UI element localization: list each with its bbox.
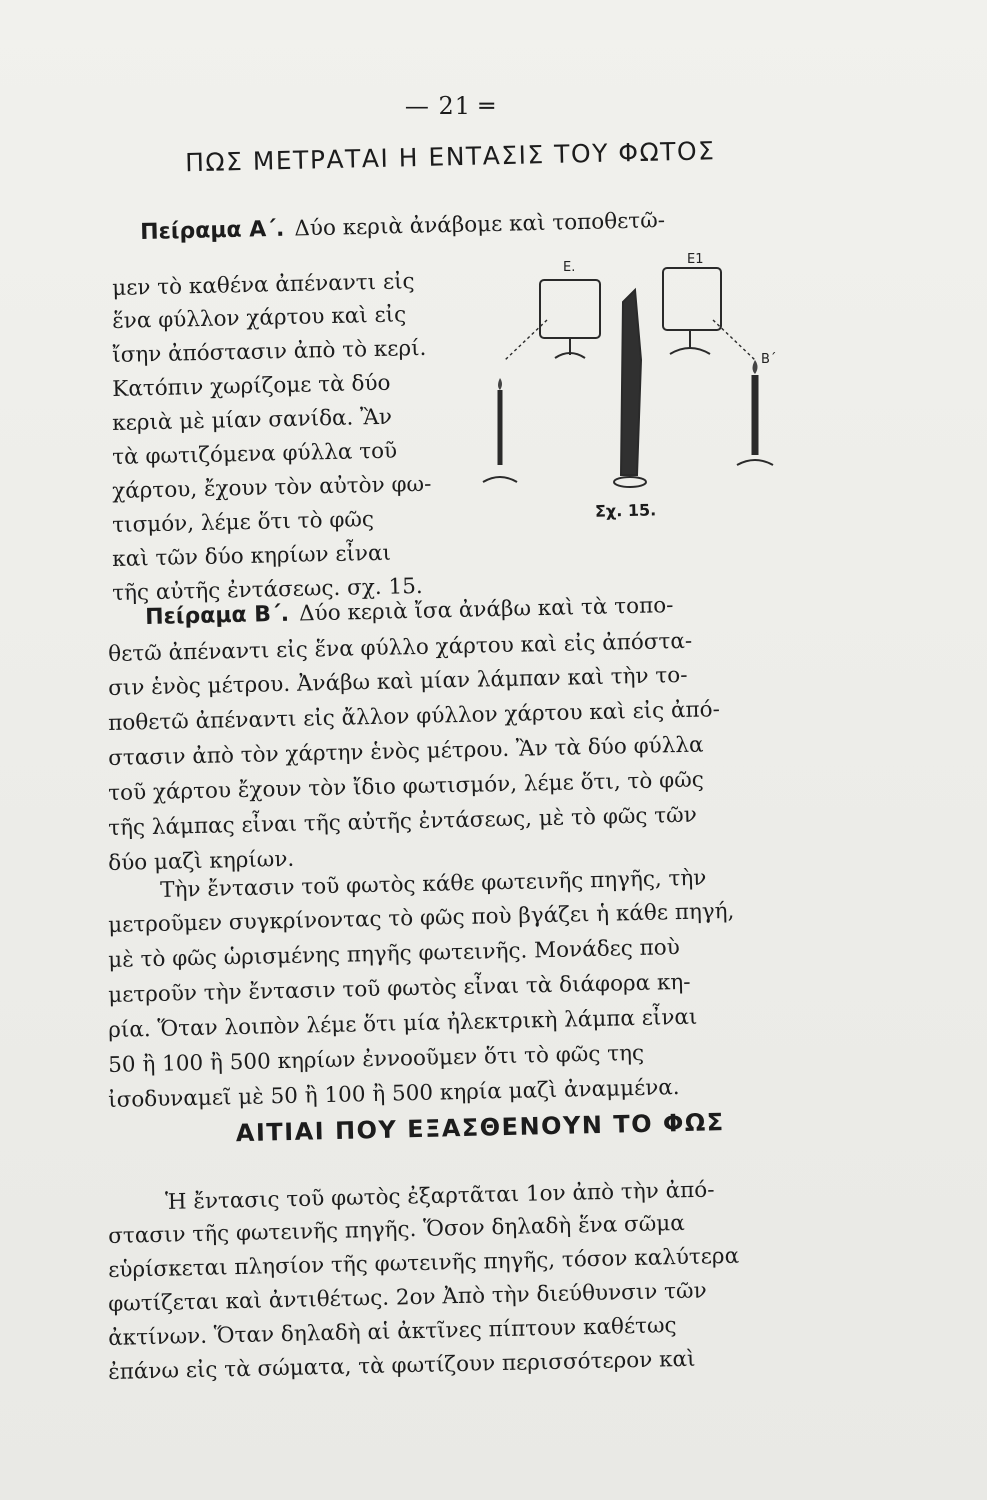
experiment-b-line: τῆς λάμπας εἶναι τῆς αὐτῆς ἐντάσεως, μὲ τὸ φῶς τῶν [107, 802, 698, 841]
right-paper-screen [663, 268, 721, 330]
section-line: Ἡ ἔντασις τοῦ φωτὸς ἐξαρτᾶται 1ον ἀπὸ τὴν ἀπό- [164, 1177, 715, 1215]
right-flame [753, 360, 758, 374]
left-candle-holder [483, 477, 517, 482]
figure-candles-photometer [465, 250, 795, 530]
figure-label-e1: Ε1 [687, 252, 704, 267]
intensity-line: ρία. Ὅταν λοιπὸν λέμε ὅτι μία ἠλεκτρικὴ λάμπα εἶναι [107, 1004, 698, 1043]
experiment-a-intro: Δύο κεριὰ ἀνάβομε καὶ τοποθετῶ- [294, 208, 666, 242]
experiment-a-line: καὶ τῶν δύο κηρίων εἶναι [111, 540, 392, 572]
section-line: εὑρίσκεται πλησίον τῆς φωτεινῆς πηγῆς, τόσον καλύτερα [107, 1243, 740, 1283]
intensity-line: μετροῦν τὴν ἔντασιν τοῦ φωτὸς εἶναι τὰ διάφορα κη- [107, 969, 691, 1008]
intensity-line: μετροῦμεν συγκρίνοντας τὸ φῶς ποὺ βγάζει ἡ κάθε πηγή, [107, 898, 735, 938]
left-flame [498, 378, 502, 390]
figure-label-b: Β΄ [761, 352, 777, 367]
section-line: φωτίζεται καὶ ἀντιθέτως. 2ον Ἀπὸ τὴν διεύθυνσιν τῶν [107, 1278, 707, 1317]
intensity-line: μὲ τὸ φῶς ὡρισμένης πηγῆς φωτεινῆς. Μονάδες ποὺ [107, 935, 681, 973]
right-candle-holder [737, 460, 773, 465]
left-paper-screen [540, 280, 600, 338]
experiment-b-line: στασιν ἀπὸ τὸν χάρτην ἑνὸς μέτρου. Ἂν τὰ δύο φύλλα [107, 732, 704, 771]
experiment-b-line: ποθετῶ ἀπέναντι εἰς ἄλλον φύλλον χάρτου καὶ εἰς ἀπό- [107, 697, 721, 736]
experiment-b-line: θετῶ ἀπέναντι εἰς ἕνα φύλλο χάρτου καὶ εἰς ἀπόστα- [107, 628, 693, 667]
section-line: ἐπάνω εἰς τὰ σώματα, τὰ φωτίζουν περισσότερον καὶ [107, 1346, 696, 1385]
candles-illustration [465, 250, 795, 530]
experiment-a-line: τῆς αὐτῆς ἐντάσεως. σχ. 15. [111, 573, 423, 606]
page-title: ΠΩΣ ΜΕΤΡΑΤΑΙ Η ΕΝΤΑΣΙΣ ΤΟΥ ΦΩΤΟΣ [184, 136, 716, 178]
experiment-a-line: Κατόπιν χωρίζομε τὰ δύο [111, 370, 391, 402]
experiment-b-line: σιν ἑνὸς μέτρου. Ἀνάβω καὶ μίαν λάμπαν καὶ τὴν το- [107, 662, 688, 701]
intensity-line: Τὴν ἔντασιν τοῦ φωτὸς κάθε φωτεινῆς πηγῆς, τὴν [159, 865, 707, 903]
experiment-b-intro: Δύο κεριὰ ἴσα ἀνάβω καὶ τὰ τοπο- [298, 593, 674, 627]
intensity-line: 50 ἢ 100 ἢ 500 κηρίων ἐννοοῦμεν ὅτι τὸ φῶς της [107, 1040, 645, 1078]
experiment-a-line: κεριὰ μὲ μίαν σανίδα. Ἂν [111, 404, 393, 436]
intensity-line: ἰσοδυναμεῖ μὲ 50 ἢ 100 ἢ 500 κηρία μαζὶ ἀναμμένα. [107, 1075, 680, 1113]
section-line: ἀκτίνων. Ὅταν δηλαδὴ αἱ ἀκτῖνες πίπτουν καθέτως [107, 1313, 677, 1351]
experiment-a-heading: Πείραμα Α΄. [139, 216, 285, 245]
experiment-a-line: τισμόν, λέμε ὅτι τὸ φῶς [111, 507, 375, 538]
figure-label-e: Ε. [563, 260, 576, 275]
figure-caption: Σχ. 15. [594, 500, 657, 521]
page-number: — 21 ═ [404, 92, 496, 120]
experiment-a-line: χάρτου, ἔχουν τὸν αὐτὸν φω- [111, 471, 432, 504]
experiment-a-line: τὰ φωτιζόμενα φύλλα τοῦ [111, 438, 398, 470]
experiment-a-first-line [140, 210, 665, 244]
experiment-a-line: ἕνα φύλλον χάρτου καὶ εἰς [111, 302, 407, 334]
experiment-b-line: δύο μαζὶ κηρίων. [107, 846, 295, 876]
section-line: στασιν τῆς φωτεινῆς πηγῆς. Ὅσον δηλαδὴ ἕνα σῶμα [107, 1210, 685, 1249]
experiment-b-heading: Πείραμα Β΄. [144, 601, 290, 630]
experiment-b-line: τοῦ χάρτου ἔχουν τὸν ἴδιο φωτισμόν, λέμε ὅτι, τὸ φῶς [107, 767, 705, 806]
dividing-board [621, 290, 641, 475]
section-title: ΑΙΤΙΑΙ ΠΟΥ ΕΞΑΣΘΕΝΟΥΝ ΤΟ ΦΩΣ [235, 1108, 725, 1148]
experiment-a-line: ἴσην ἀπόστασιν ἀπὸ τὸ κερί. [111, 335, 427, 368]
experiment-a-line: μεν τὸ καθένα ἀπέναντι εἰς [111, 269, 415, 301]
